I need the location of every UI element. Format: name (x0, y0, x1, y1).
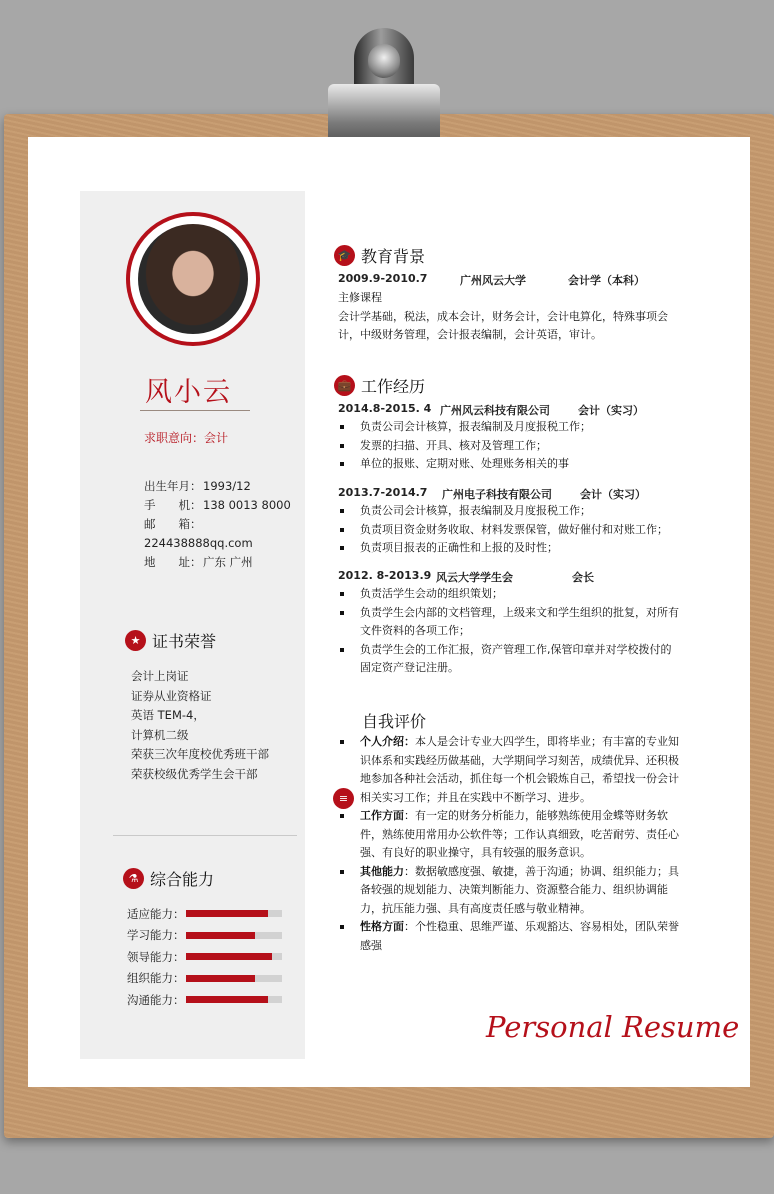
skill-bar (186, 996, 282, 1003)
skill-bar-fill (186, 953, 272, 960)
list-item: 性格方面：个性稳重、思维严谨、乐观豁达、容易相处，团队荣誉感强 (338, 918, 682, 955)
skill-bar (186, 910, 282, 917)
skill-bar (186, 953, 282, 960)
sidebar (80, 191, 305, 1059)
list-item: 单位的报账、定期对账、处理账务相关的事 (338, 455, 682, 474)
skill-bar-fill (186, 975, 255, 982)
candidate-name: 风小云 (145, 377, 232, 408)
skill-row: 领导能力： (127, 946, 282, 968)
skill-row: 组织能力： (127, 968, 282, 990)
evaluation-heading: 自我评价 (362, 712, 427, 731)
list-item: 其他能力：数据敏感度强、敏捷，善于沟通；协调、组织能力；具备较强的规划能力、决策判断能力、资源整合能力、组织协调能力，抗压能力强、具有高度责任感与敬业精神。 (338, 863, 682, 919)
avatar (138, 224, 248, 334)
list-item: 计算机二级 (131, 727, 189, 742)
job-duties (338, 502, 682, 558)
evaluation-list (338, 733, 682, 955)
list-item: 负责学生会的工作汇报，资产管理工作,保管印章并对学校拨付的固定资产登记注册。 (338, 641, 682, 678)
skill-row: 沟通能力： (127, 989, 282, 1011)
list-item: 会计上岗证 (131, 669, 189, 683)
skill-bar (186, 932, 282, 939)
briefcase-icon: 💼 (334, 375, 355, 396)
info-row-phone: 手 机： 138 0013 8000 (144, 498, 291, 512)
info-row-birth: 出生年月： 1993/12 (144, 479, 251, 493)
contact-info (144, 477, 305, 572)
list-item: 工作方面：有一定的财务分析能力，能够熟练使用金蝶等财务软件，熟练使用常用办公软件等；工作认真细致，吃苦耐劳、责任心强、有良好的职业操守，具有较强的服务意识。 (338, 807, 682, 863)
list-item: 负责学生会内部的文档管理，上级来文和学生组织的批复，对所有文件资料的各项工作； (338, 604, 682, 641)
info-row-email: 邮 箱：224438888qq.com (144, 517, 253, 550)
sidebar-divider (113, 835, 297, 836)
skill-bar-fill (186, 910, 268, 917)
avatar-frame (126, 212, 260, 346)
list-item: 英语 TEM-4， (131, 708, 205, 722)
certificates-list (131, 667, 269, 784)
list-item: 负责项目报表的正确性和上报的及时性； (338, 539, 682, 558)
list-item: 负责项目资金财务收取、材料发票保管，做好催付和对账工作； (338, 521, 682, 540)
skills-heading: ⚗ 综合能力 (123, 867, 214, 890)
flask-icon: ⚗ (123, 868, 144, 889)
courses-text: 主修课程 会计学基础，税法，成本会计，财务会计，会计电算化，特殊事项会计，中级财务管理，会计报表编制，会计英语，审计。 (338, 291, 668, 341)
graduation-cap-icon: 🎓 (334, 245, 355, 266)
education-heading: 🎓 教育背景 (334, 244, 425, 267)
signature-text: Personal Resume (486, 1010, 740, 1044)
list-item: 负责活学生会动的组织策划； (338, 585, 682, 604)
skill-row: 学习能力： (127, 925, 282, 947)
trophy-icon: ★ (125, 630, 146, 651)
job-duties (338, 418, 682, 474)
list-item: 荣获校级优秀学生会干部 (131, 766, 258, 781)
skills-list (127, 903, 282, 1011)
skill-bar-fill (186, 996, 268, 1003)
certificates-heading: ★ 证书荣誉 (125, 629, 216, 652)
list-item: 证券从业资格证 (131, 688, 212, 703)
list-item: 负责公司会计核算，报表编制及月度报税工作； (338, 418, 682, 437)
work-heading: 💼 工作经历 (334, 374, 425, 397)
document-icon: ≡ (333, 788, 354, 809)
list-item: 发票的扫描、开具、核对及管理工作； (338, 437, 682, 456)
skill-bar-fill (186, 932, 255, 939)
resume-paper: 风小云 求职意向：会计 出生年月： 1993/12 手 机： 138 0013 8000 邮 箱：224438888qq.com 地 址： 广东 广州 ★ 证书荣誉 会计上岗证 证券从业资格证 英语 TEM-4， 计算机二级 荣获三次年度校优秀班干部 荣获校级优秀学生会干部 ⚗ 综合能力 适应能力： 学习能力： 领导能力： 组织能力： 沟通能力： 🎓 教育背景 2009.9-2010.7 广州风云大学 会计学（本科） 主修课程 会计学基础，税法，成本会计，财务会计，会计电算化，特殊事项会计，中级财务管理，会计报表编制，会计英语，审计。 💼 工作经历 2014.8-2015. 4 广州风云科技有限公司 会计（实习） 负责公司会计核算，报表编制及月度报税工作； 发票的扫描、开具、核对及管理工作； 单位的报账、定期对账、处理账务相关的事 2013.7-2014.7 广州电子科技有限公司 会计（实习） 负责公司会计核算，报表编制及月度报税工作； 负责项目资金财务收取、材料发票保管，做好催付和对账工作； 负责项目报表的正确性和上报的及时性； 2012. 8-2013.9 风云大学学生会 会长 负责活学生会动的组织策划； 负责学生会内部的文档管理，上级来文和学生组织的批复，对所有文件资料的各项工作； 负责学生会的工作汇报，资产管理工作,保管印章并对学校拨付的固定资产登记注册。 自我评价 ≡ 个人介绍：本人是会计专业大四学生，即将毕业；有丰富的专业知识体系和实践经历做基础，大学期间学习刻苦，成绩优异、还积极地参加各种社会活动，抓住每一个机会锻炼自己，希望找一份会计相关实习工作；并且在实践中不断学习、进步。 工作方面：有一定的财务分析能力，能够熟练使用金蝶等财务软件，熟练使用常用办公软件等；工作认真细致，吃苦耐劳、责任心强、有良好的职业操守，具有较强的服务意识。 其他能力：数据敏感度强、敏捷，善于沟通；协调、组织能力；具备较强的规划能力、决策判断能力、资源整合能力、组织协调能力，抗压能力强、具有高度责任感与敬业精神。 性格方面：个性稳重、思维严谨、乐观豁达、容易相处，团队荣誉感强 Personal Resume (28, 137, 750, 1087)
list-item: 荣获三次年度校优秀班干部 (131, 747, 269, 761)
list-item: 个人介绍：本人是会计专业大四学生，即将毕业；有丰富的专业知识体系和实践经历做基础，大学期间学习刻苦，成绩优异、还积极地参加各种社会活动，抓住每一个机会锻炼自己，希望找一份会计相关实习工作；并且在实践中不断学习、进步。 (338, 733, 682, 807)
skill-bar (186, 975, 282, 982)
job-duties (338, 585, 682, 678)
name-underline (140, 410, 250, 411)
list-item: 负责公司会计核算，报表编制及月度报税工作； (338, 502, 682, 521)
job-objective: 求职意向：会计 (144, 431, 229, 445)
skill-row: 适应能力： (127, 903, 282, 925)
info-row-address: 地 址： 广东 广州 (144, 555, 253, 569)
